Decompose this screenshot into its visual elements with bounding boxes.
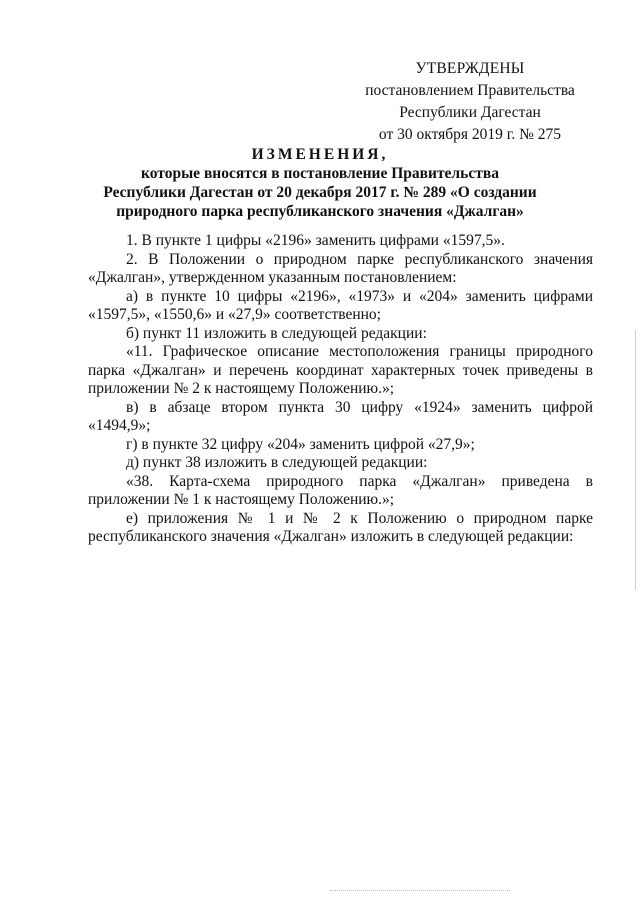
approval-heading: УТВЕРЖДЕНЫ <box>415 60 525 77</box>
paragraph-4: б) пункт 11 изложить в следующей редакции: <box>126 324 427 342</box>
paragraph-9: «38. Карта-схема природного парка «Джалган» приведена в приложении № 1 к настоящему Положению.»; <box>88 472 593 508</box>
scan-bottom-artifact <box>330 890 510 892</box>
paragraph-7: г) в пункте 32 цифру «204» заменить цифрой «27,9»; <box>126 435 475 453</box>
document-title: ИЗМЕНЕНИЯ, <box>251 146 389 163</box>
approval-line-3: от 30 октября 2019 г. № 275 <box>378 126 562 143</box>
approval-line-1: постановлением Правительства <box>365 82 575 99</box>
approval-line-2: Республики Дагестан <box>399 104 541 121</box>
paragraph-10: е) приложения № 1 и № 2 к Положению о природном парке республиканского значения «Джалган» изложить в следующей редакции: <box>88 509 593 545</box>
approval-stamp <box>360 58 580 146</box>
paragraph-3: а) в пункте 10 цифры «2196», «1973» и «204» заменить цифрами «1597,5», «1550,6» и «27,9» соответственно; <box>88 287 593 323</box>
document-body <box>88 232 593 547</box>
paragraph-2: 2. В Положении о природном парке республиканского значения «Джалган», утвержденном указанным постановлением: <box>88 250 593 286</box>
scan-edge-mark <box>635 330 636 590</box>
title-line-3: природного парка республиканского значения «Джалган» <box>116 203 524 220</box>
paragraph-6: в) в абзаце втором пункта 30 цифру «1924» заменить цифрой «1494,9»; <box>88 398 593 434</box>
title-line-2: Республики Дагестан от 20 декабря 2017 г. № 289 «О создании <box>103 184 537 201</box>
paragraph-5: «11. Графическое описание местоположения границы природного парка «Джалган» и перечень координат характерных точек приведены в приложении № 2 к настоящему Положению.»; <box>88 343 593 397</box>
paragraph-1: 1. В пункте 1 цифры «2196» заменить цифрами «1597,5». <box>126 232 505 249</box>
title-line-1: которые вносятся в постановление Правительства <box>141 165 499 182</box>
paragraph-8: д) пункт 38 изложить в следующей редакции: <box>126 454 428 471</box>
document-title-block <box>90 145 550 221</box>
